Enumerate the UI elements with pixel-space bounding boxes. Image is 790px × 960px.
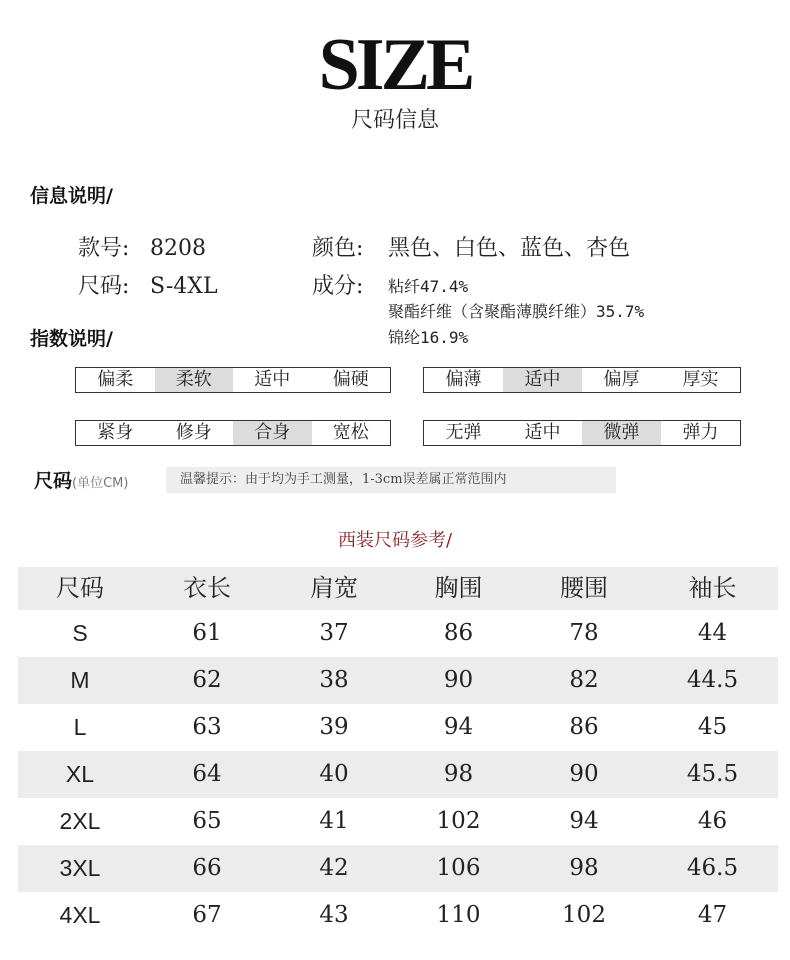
table-header-cell: 胸围 bbox=[434, 574, 483, 602]
scale-option: 弹力 bbox=[682, 422, 719, 443]
table-cell: 61 bbox=[192, 620, 222, 646]
table-cell: 102 bbox=[562, 902, 606, 928]
table-row bbox=[18, 798, 778, 845]
table-cell: 94 bbox=[569, 808, 599, 834]
table-row bbox=[18, 657, 778, 704]
table-cell: 98 bbox=[443, 761, 474, 787]
scale-option: 偏柔 bbox=[97, 369, 134, 390]
table-cell: 46.5 bbox=[686, 855, 739, 881]
table-header-cell: 腰围 bbox=[560, 574, 608, 602]
table-header-cell: 衣长 bbox=[183, 574, 231, 602]
table-cell: 47 bbox=[697, 902, 728, 928]
size-table bbox=[18, 567, 778, 939]
table-cell: 65 bbox=[192, 808, 222, 834]
item-no-label: 款号: bbox=[78, 236, 130, 261]
table-header-row bbox=[18, 567, 778, 610]
color-label: 颜色: bbox=[312, 236, 364, 261]
table-cell: 102 bbox=[436, 808, 481, 834]
table-cell: 110 bbox=[436, 902, 481, 928]
scale-option: 厚实 bbox=[682, 369, 719, 390]
scale-option: 偏厚 bbox=[603, 369, 640, 390]
scale-softness bbox=[75, 367, 391, 393]
table-cell: 44 bbox=[697, 620, 728, 646]
table-cell: 106 bbox=[436, 855, 481, 881]
scale-option: 适中 bbox=[254, 369, 291, 390]
table-cell: 46 bbox=[697, 808, 728, 834]
scale-option: 偏薄 bbox=[445, 369, 482, 390]
table-row bbox=[18, 892, 778, 939]
scale-option: 紧身 bbox=[97, 422, 134, 443]
scale-option: 无弹 bbox=[445, 422, 482, 443]
table-cell: 39 bbox=[319, 714, 349, 740]
table-cell: L bbox=[73, 714, 87, 740]
table-cell: 94 bbox=[443, 714, 474, 740]
table-cell: 67 bbox=[192, 902, 222, 928]
scale-option: 微弹 bbox=[582, 421, 661, 445]
table-cell: 64 bbox=[192, 761, 222, 787]
table-cell: 66 bbox=[192, 855, 222, 881]
scale-option: 偏硬 bbox=[332, 369, 369, 390]
index-heading: 指数说明/ bbox=[30, 328, 113, 350]
table-cell: 45 bbox=[697, 714, 728, 740]
table-cell: 38 bbox=[319, 667, 349, 693]
table-cell: 3XL bbox=[59, 855, 101, 881]
table-cell: M bbox=[70, 667, 90, 693]
table-row bbox=[18, 751, 778, 798]
table-header-cell: 肩宽 bbox=[310, 574, 358, 602]
table-cell: 86 bbox=[443, 620, 474, 646]
table-cell: 37 bbox=[319, 620, 349, 646]
table-cell: S bbox=[72, 620, 88, 646]
table-cell: 45.5 bbox=[686, 761, 739, 787]
scale-option: 柔软 bbox=[155, 368, 234, 392]
size-value: S-4XL bbox=[150, 274, 218, 299]
table-header-cell: 袖长 bbox=[688, 574, 737, 602]
table-cell: 90 bbox=[443, 667, 474, 693]
measurement-tip: 温馨提示：由于均为手工测量，1-3cm误差属正常范围内 bbox=[166, 467, 616, 493]
info-heading: 信息说明/ bbox=[30, 185, 113, 207]
scale-thickness bbox=[423, 367, 741, 393]
scale-option: 修身 bbox=[175, 422, 212, 443]
scale-option: 适中 bbox=[503, 368, 582, 392]
page-subtitle: 尺码信息 bbox=[350, 108, 439, 133]
table-row bbox=[18, 845, 778, 892]
table-title: 西装尺码参考/ bbox=[337, 530, 453, 551]
table-cell: 4XL bbox=[59, 902, 101, 928]
item-no-value: 8208 bbox=[150, 236, 206, 261]
table-cell: 62 bbox=[192, 667, 222, 693]
table-cell: XL bbox=[65, 761, 95, 787]
composition-item: 聚酯纤维（含聚酯薄膜纤维）35.7% bbox=[388, 302, 645, 321]
scale-option: 宽松 bbox=[332, 422, 369, 443]
composition-item: 粘纤47.4% bbox=[388, 277, 469, 296]
table-row bbox=[18, 610, 778, 657]
table-cell: 63 bbox=[192, 714, 222, 740]
size-unit: (单位CM) bbox=[72, 476, 129, 491]
color-value: 黑色、白色、蓝色、杏色 bbox=[388, 236, 631, 261]
scale-option: 适中 bbox=[524, 422, 561, 443]
table-cell: 43 bbox=[319, 902, 349, 928]
size-label: 尺码: bbox=[78, 274, 130, 299]
table-cell: 90 bbox=[569, 761, 599, 787]
table-cell: 42 bbox=[319, 855, 349, 881]
table-cell: 40 bbox=[319, 761, 349, 787]
scale-stretch bbox=[423, 420, 741, 446]
table-header-cell: 尺码 bbox=[56, 574, 104, 602]
table-cell: 78 bbox=[569, 620, 599, 646]
scale-option: 合身 bbox=[233, 421, 312, 445]
table-cell: 82 bbox=[569, 667, 599, 693]
table-cell: 2XL bbox=[59, 808, 101, 834]
composition-label: 成分: bbox=[312, 274, 364, 299]
composition-item: 锦纶16.9% bbox=[388, 328, 469, 347]
size-heading bbox=[34, 466, 128, 493]
size-heading-text: 尺码 bbox=[34, 470, 73, 492]
scale-fit bbox=[75, 420, 391, 446]
table-row bbox=[18, 704, 778, 751]
table-cell: 41 bbox=[319, 808, 349, 834]
table-cell: 98 bbox=[569, 855, 599, 881]
page-title: SIZE bbox=[318, 24, 472, 106]
table-cell: 44.5 bbox=[686, 667, 739, 693]
table-cell: 86 bbox=[569, 714, 599, 740]
